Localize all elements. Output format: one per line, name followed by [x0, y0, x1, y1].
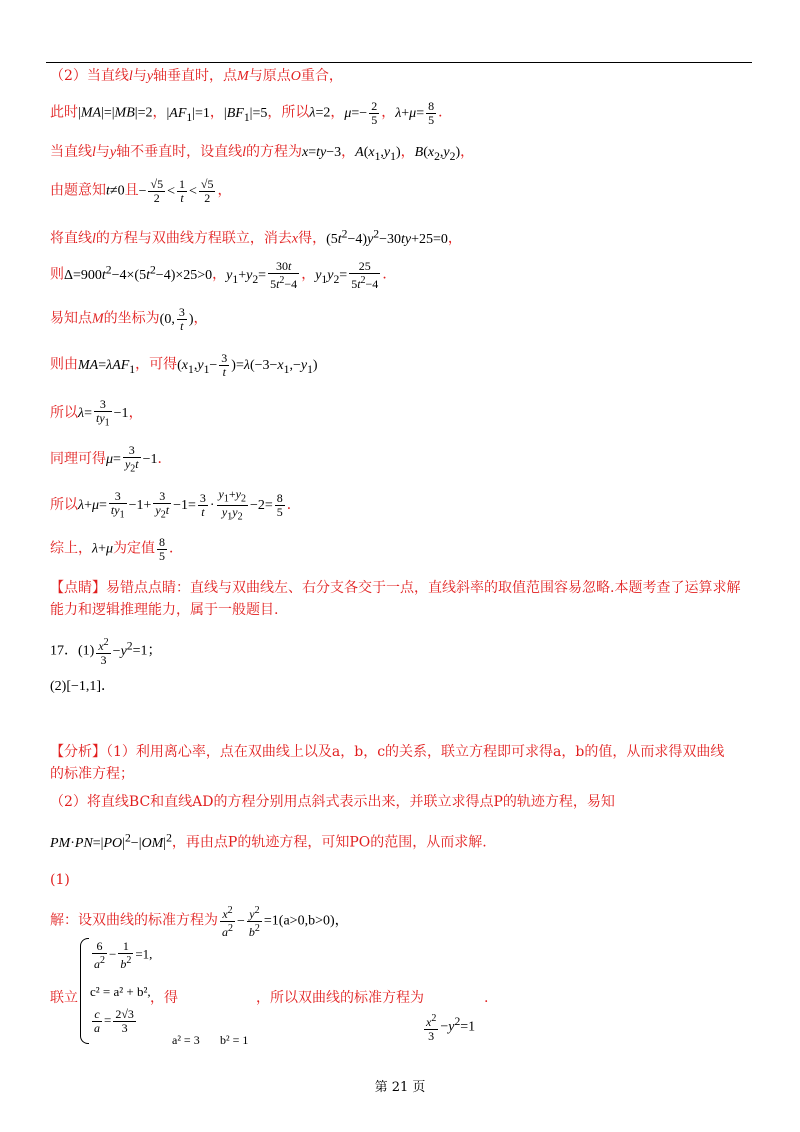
q17-answer-2-text: (2)[−1,1]．: [50, 679, 116, 694]
analysis-line-1: 【分析】（1）利用离心率，点在双曲线上以及a，b，c的关系，联立方程即可求得a，b的值，从而求得双曲线: [50, 744, 725, 760]
vector-equation: 则由MA=λAF$_1$，可得($x_1,y_1-$ $\frac{3}{t}$ )$=\lambda(-3-x_1,-y_1)$: [50, 351, 318, 379]
sum-result: 所以λ+μ= $\frac{3}{ty_1}$ −1+ $\frac{3}{y_2t}$ −1= $\frac{3}{t}$ · $\frac{y_1+y_2}{y_1y_2}$ −2= $\frac{8}{5}$ ．: [50, 487, 301, 523]
q17-answer-1-tail: =1；: [132, 643, 162, 659]
result-a2: a² = 3: [172, 1033, 200, 1047]
combine-equation: 将直线l的方程与双曲线方程联立，消去x得，$(5t^2-4)y^2-30ty+25=0$，: [50, 227, 462, 247]
analysis-line-4-tail: ，再由点P的轨迹方程，可知PO的范围，从而求解.: [171, 834, 487, 851]
q17-answer-1: 17．(1) $\frac{x^2}{3}$ $-y^2=1$；: [50, 637, 162, 667]
comment-line-1: 【点睛】易错点点睛：直线与双曲线左、右分支各交于一点，直线斜率的取值范围容易忽略.本题考查了运算求解: [50, 580, 741, 596]
conclusion: 综上，λ+μ为定值 $\frac{8}{5}$ ．: [50, 535, 184, 563]
point-m: 易知点M的坐标为(0, $\frac{3}{t}$ )，: [50, 305, 208, 333]
analysis-line-2: 的标准方程；: [50, 766, 134, 782]
discriminant: 则$\Delta=900t^2-4\times(5t^2-4)\times 25>0$，$y_1+y_2=$ $\frac{30t}{5t^2-4}$ ，$y_1y_2=$ $\frac{25}{5t^2-4}$ ．: [50, 259, 397, 291]
final-equation: $\frac{x^2}{3}$ $-y^2=1$: [426, 1013, 476, 1043]
q17-number: 17．(1): [50, 643, 95, 659]
q17-answer-2: [50, 676, 115, 697]
analysis-line-3: （2）将直线BC和直线AD的方程分别用点斜式表示出来，并联立求得点P的轨迹方程，易知: [50, 794, 615, 810]
analysis-line-4: $PM\cdot PN=|PO|^2-|OM|^2$，再由点P的轨迹方程，可知PO的范围，从而求解.: [50, 831, 487, 851]
comment-line-2: 能力和逻辑推理能力，属于一般题目.: [50, 602, 279, 618]
condition-t: 由题意知t≠0且− $\frac{√5}{2}$ < $\frac{1}{t}$ < $\frac{√5}{2}$ ，: [50, 177, 232, 205]
system-eq-3: $\frac{c}{a}$ = $\frac{2√3}{3}$: [94, 1007, 134, 1035]
header-rule: [46, 62, 752, 63]
result-b2: b² = 1: [220, 1033, 249, 1047]
solution-intro-tail: =1(a>0,b>0)，: [263, 913, 349, 929]
combine-label: 联立: [50, 990, 78, 1006]
system-eq-2: c² = a² + b²,: [90, 984, 151, 999]
vertical-case-result: 此时|MA|=|MB|=2，$|AF_1|=1$，$|BF_1|=5$，所以λ=2，μ=− $\frac{2}{5}$ ，λ+μ= $\frac{8}{5}$ ．: [50, 99, 453, 127]
non-vertical-case: 当直线l与y轴不垂直时，设直线l的方程为x=ty−3，$A(x_1,y_1)$，$B(x_2,y_2)$，: [50, 144, 475, 163]
combine-mid: ，得: [150, 990, 178, 1006]
solution-intro-text: 解：设双曲线的标准方程为: [50, 912, 218, 929]
system-brace: [80, 938, 89, 1044]
part1-label: (1): [50, 872, 70, 888]
combine-period: .: [484, 990, 489, 1006]
system-eq-1: $\frac{6}{a^2}$ − $\frac{1}{b^2}$ =1,: [94, 939, 153, 971]
part2-header: （2）当直线l与y轴垂直时，点M与原点O重合，: [50, 68, 343, 84]
mu-result: 同理可得μ= $\frac{3}{y_2t}$ −1．: [50, 443, 172, 475]
lambda-result: 所以λ= $\frac{3}{ty_1}$ −1，: [50, 397, 143, 429]
page-footer: 第 21 页: [374, 1080, 426, 1095]
combine-tail: ，所以双曲线的标准方程为: [256, 990, 424, 1006]
solution-intro: 解：设双曲线的标准方程为 $\frac{x^2}{a^2}$ − $\frac{y^2}{b^2}$ =1(a>0,b>0)，: [50, 905, 349, 939]
